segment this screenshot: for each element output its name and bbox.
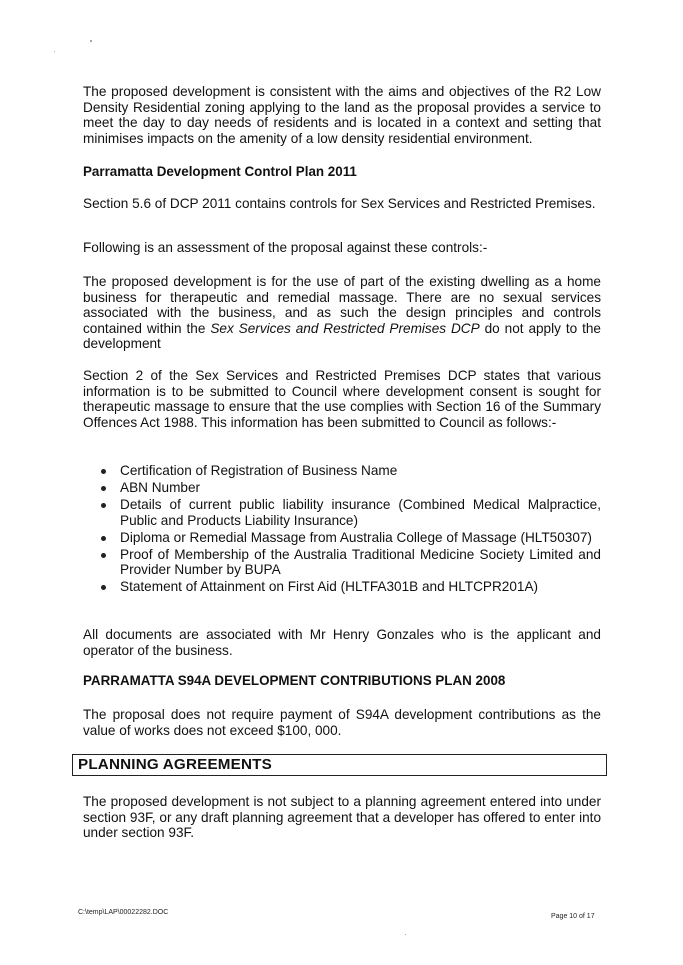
list-item [101, 480, 601, 496]
bullet-icon [101, 553, 106, 558]
list-item-text: Details of current public liability insurance (Combined Medical Malpractice, Public and Products Liability Insurance) [120, 496, 601, 528]
s94a-heading: PARRAMATTA S94A DEVELOPMENT CONTRIBUTIONS PLAN 2008 [83, 673, 506, 688]
scan-speck [54, 51, 55, 52]
list-item [101, 579, 601, 595]
planning-block [83, 794, 601, 841]
footer-page-number: Page 10 of 17 [551, 913, 595, 920]
following-block [83, 240, 601, 256]
proposed-text-italic: Sex Services and Restricted Premises DCP [210, 320, 480, 336]
zoning-paragraph: The proposed development is consistent with the aims and objectives of the R2 Low Density Residential zoning applying to the land as the proposal provides a service to meet the day to day needs of residents and is located in a context and setting that minimises impacts on the amenity of a low density residential environment. [83, 84, 601, 146]
zoning-paragraph-block [83, 84, 601, 146]
section2-paragraph: Section 2 of the Sex Services and Restricted Premises DCP states that various information is to be submitted to Council where development consent is sought for therapeutic massage to ensure that the use complies with Section 16 of the Summary Offences Act 1988. This information has been submitted to Council as follows:- [83, 368, 601, 430]
submitted-documents-list [101, 463, 601, 596]
bullet-icon [101, 585, 106, 590]
planning-paragraph: The proposed development is not subject to a planning agreement entered into under section 93F, or any draft planning agreement that a developer has offered to enter into under section 93F. [83, 794, 601, 841]
scan-speck [405, 934, 406, 935]
proposed-paragraph [83, 274, 601, 352]
list-item-text: Diploma or Remedial Massage from Australia College of Massage (HLT50307) [120, 529, 592, 545]
following-paragraph: Following is an assessment of the proposal against these controls:- [83, 240, 488, 255]
dcp-heading: Parramatta Development Control Plan 2011 [83, 164, 357, 179]
documents-paragraph: All documents are associated with Mr Henry Gonzales who is the applicant and operator of the business. [83, 627, 601, 658]
proposed-block [83, 274, 601, 352]
s94a-heading-block [83, 673, 601, 689]
bullet-icon [101, 469, 106, 474]
s94a-block [83, 707, 601, 738]
section2-block [83, 368, 601, 430]
s94a-paragraph: The proposal does not require payment of S94A development contributions as the value of works does not exceed $100, 000. [83, 707, 601, 738]
bullet-icon [101, 503, 106, 508]
proposed-text-part2: do not apply to the development [83, 320, 601, 352]
planning-agreements-heading-box [72, 754, 607, 776]
scan-speck [90, 40, 92, 42]
planning-agreements-heading: PLANNING AGREEMENTS [78, 756, 272, 773]
footer-file-path: C:\temp\LAP\00022282.DOC [78, 909, 169, 916]
list-item-text: Statement of Attainment on First Aid (HLTFA301B and HLTCPR201A) [120, 579, 539, 595]
proposed-text-part1: The proposed development is for the use of part of the existing dwelling as a home business for therapeutic and remedial massage. There are no sexual services associated with the business, and as such the design principles and controls contained within the [83, 274, 601, 336]
section56-block [83, 196, 601, 212]
bullet-icon [101, 486, 106, 491]
list-item [101, 547, 601, 578]
list-item-text: ABN Number [120, 479, 201, 495]
list-item [101, 463, 601, 479]
dcp-heading-block [83, 164, 601, 180]
list-item-text: Proof of Membership of the Australia Traditional Medicine Society Limited and Provider Number by BUPA [120, 546, 601, 578]
section56-paragraph: Section 5.6 of DCP 2011 contains controls for Sex Services and Restricted Premises. [83, 196, 596, 211]
list-item [101, 497, 601, 528]
documents-block [83, 627, 601, 658]
list-item-text: Certification of Registration of Business Name [120, 463, 398, 478]
bullet-icon [101, 536, 106, 541]
list-item [101, 530, 601, 546]
